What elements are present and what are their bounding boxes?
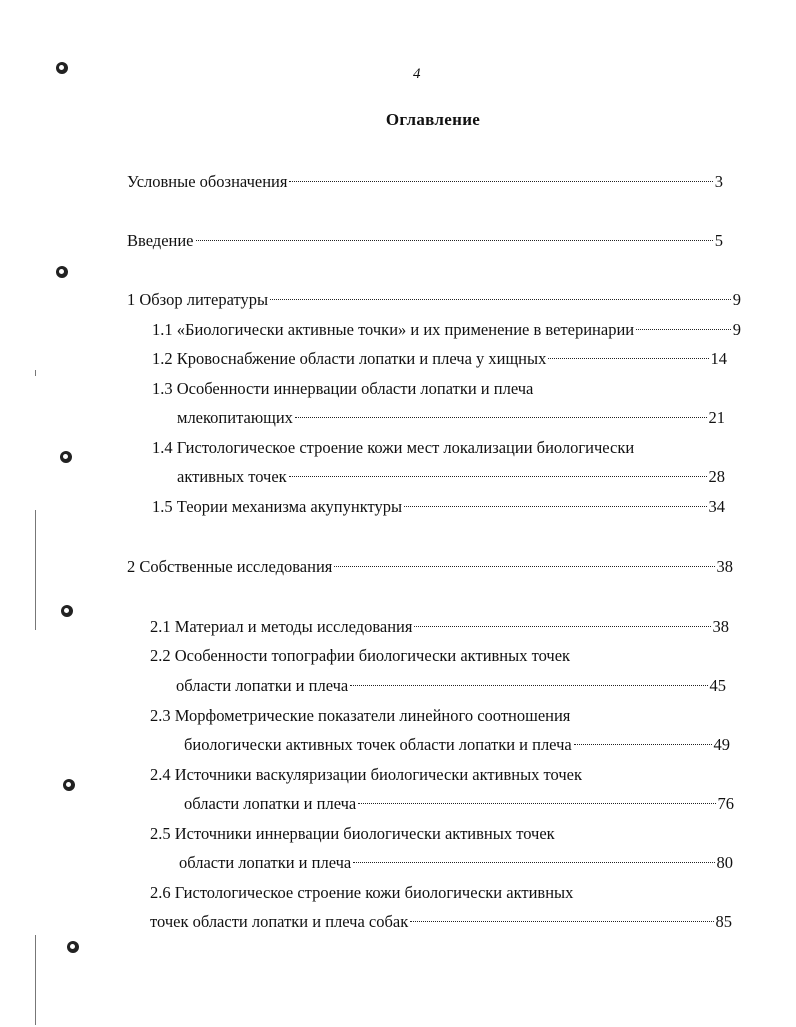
toc-entry[interactable] (184, 793, 734, 815)
toc-entry-page: 9 (732, 290, 741, 309)
scan-margin-line-middle (35, 510, 36, 630)
toc-entry-label: 2.4 Источники васкуляризации биологически активных точек (150, 765, 582, 784)
toc-entry-label: 1 Обзор литературы (127, 290, 269, 309)
toc-entry-heading-line[interactable] (150, 705, 570, 727)
page-title: Оглавление (385, 110, 481, 129)
toc-entry-label: биологически активных точек области лопатки и плеча (184, 735, 572, 754)
toc-entry[interactable] (152, 319, 741, 341)
punch-hole-mark (61, 605, 73, 617)
toc-entry[interactable] (184, 734, 730, 756)
toc-entry-heading-line[interactable] (150, 764, 582, 786)
toc-entry[interactable] (152, 348, 727, 370)
toc-entry-label: млекопитающих (177, 408, 293, 427)
toc-entry[interactable] (152, 496, 725, 518)
toc-entry-label: 2 Собственные исследования (127, 557, 333, 576)
punch-hole-mark (63, 779, 75, 791)
toc-entry[interactable] (150, 616, 729, 638)
toc-entry-heading-line[interactable] (150, 645, 570, 667)
punch-hole-mark (60, 451, 72, 463)
toc-entry-label: 2.5 Источники иннервации биологически активных точек (150, 824, 555, 843)
toc-entry[interactable] (150, 911, 732, 933)
dot-leader (353, 861, 714, 863)
toc-entry-page: 14 (710, 349, 727, 368)
toc-entry-label: Введение (127, 231, 194, 250)
toc-entry[interactable] (127, 230, 723, 252)
toc-entry[interactable] (177, 466, 725, 488)
toc-entry-label: 2.2 Особенности топографии биологически активных точек (150, 646, 571, 665)
toc-entry-page: 5 (714, 231, 723, 250)
toc-entry-heading-line[interactable] (150, 823, 555, 845)
dot-leader (270, 298, 731, 300)
toc-entry-label: Условные обозначения (127, 172, 288, 191)
toc-entry-page: 3 (714, 172, 723, 191)
toc-entry-page: 9 (732, 320, 741, 339)
toc-entry-page: 28 (708, 467, 725, 486)
punch-hole-mark (67, 941, 79, 953)
toc-entry-heading-line[interactable] (150, 882, 573, 904)
toc-entry[interactable] (177, 407, 725, 429)
punch-hole-mark (56, 62, 68, 74)
dot-leader (410, 920, 713, 922)
toc-entry-page: 38 (712, 617, 729, 636)
dot-leader (289, 475, 707, 477)
punch-hole-mark (56, 266, 68, 278)
dot-leader (289, 180, 712, 182)
toc-entry-page: 45 (709, 676, 726, 695)
toc-entry-page: 80 (716, 853, 733, 872)
toc-entry-label: активных точек (177, 467, 287, 486)
toc-entry[interactable] (127, 171, 723, 193)
toc-entry-label: области лопатки и плеча (184, 794, 357, 813)
toc-entry-heading-line[interactable] (152, 378, 533, 400)
dot-leader (334, 565, 714, 567)
toc-entry-label: области лопатки и плеча (179, 853, 352, 872)
toc-entry-label: 2.6 Гистологическое строение кожи биологически активных (150, 883, 574, 902)
toc-entry-label: 1.3 Особенности иннервации области лопатки и плеча (152, 379, 534, 398)
dot-leader (295, 416, 707, 418)
toc-entry-label: 1.5 Теории механизма акупунктуры (152, 497, 403, 516)
toc-entry-page: 49 (713, 735, 730, 754)
page-number: 4 (413, 66, 421, 82)
dot-leader (196, 239, 713, 241)
toc-entry[interactable] (127, 556, 733, 578)
toc-entry-label: 1.4 Гистологическое строение кожи мест локализации биологически (152, 438, 635, 457)
dot-leader (414, 625, 710, 627)
dot-leader (350, 684, 707, 686)
scan-margin-line-top (35, 370, 36, 376)
toc-entry-label: 2.1 Материал и методы исследования (150, 617, 413, 636)
toc-entry-heading-line[interactable] (152, 437, 634, 459)
toc-entry-label: области лопатки и плеча (176, 676, 349, 695)
toc-entry-label: 1.2 Кровоснабжение области лопатки и плеча у хищных (152, 349, 547, 368)
toc-entry-page: 85 (715, 912, 732, 931)
toc-entry[interactable] (176, 675, 726, 697)
dot-leader (574, 743, 712, 745)
dot-leader (404, 505, 706, 507)
toc-entry-page: 76 (717, 794, 734, 813)
toc-entry[interactable] (127, 289, 741, 311)
toc-entry-page: 34 (708, 497, 725, 516)
toc-entry-page: 21 (708, 408, 725, 427)
dot-leader (358, 802, 715, 804)
dot-leader (548, 357, 708, 359)
scan-margin-line-bottom (35, 935, 36, 1025)
dot-leader (636, 328, 731, 330)
toc-entry-label: 1.1 «Биологически активные точки» и их применение в ветеринарии (152, 320, 635, 339)
toc-entry[interactable] (179, 852, 733, 874)
toc-entry-label: точек области лопатки и плеча собак (150, 912, 409, 931)
toc-entry-label: 2.3 Морфометрические показатели линейного соотношения (150, 706, 571, 725)
toc-entry-page: 38 (716, 557, 733, 576)
